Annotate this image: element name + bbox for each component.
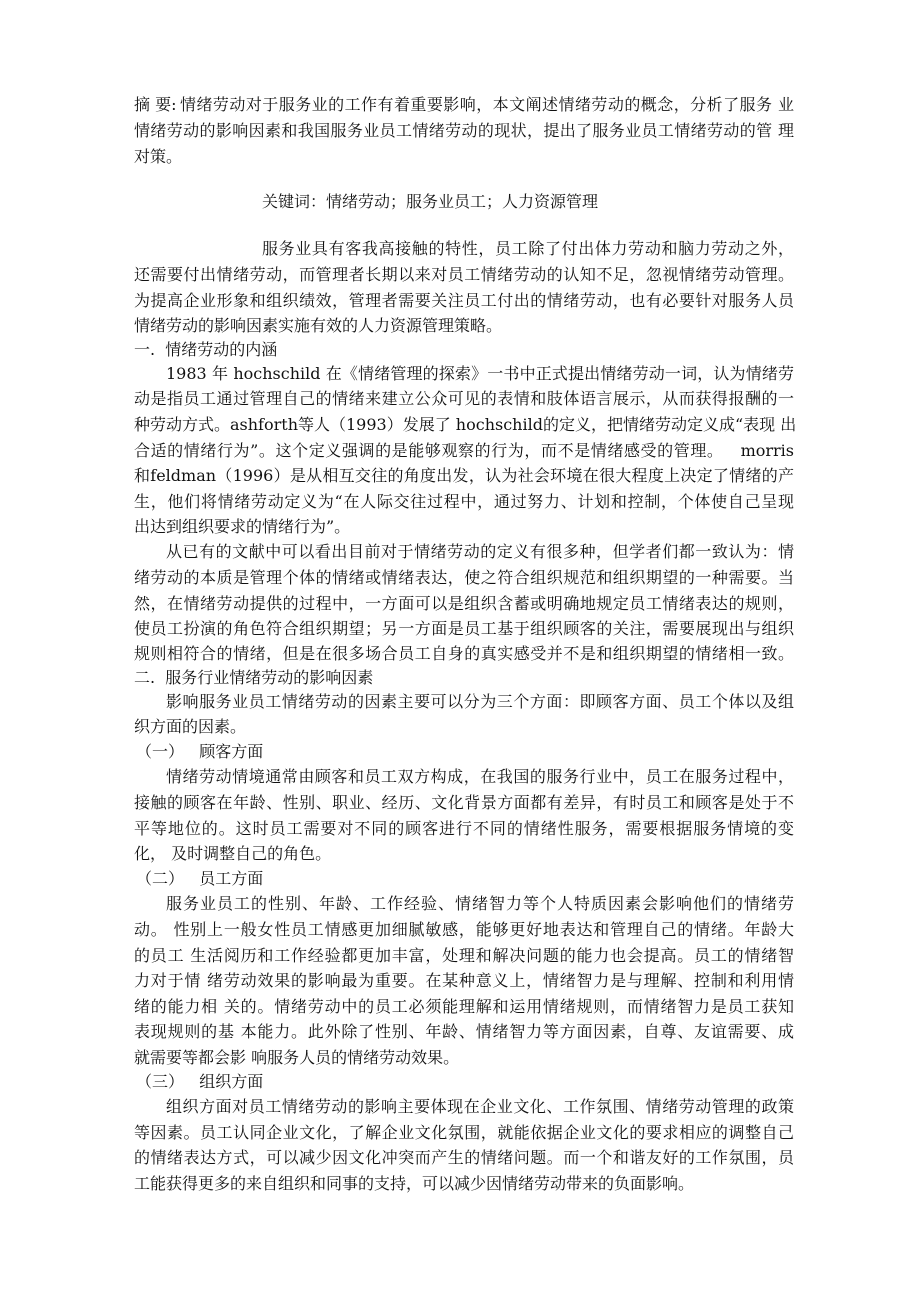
body-line: 等因素。员工认同企业文化，了解企业文化氛围，就能依据企业文化的要求相应的调整自己 xyxy=(134,1123,794,1142)
body-line: 织方面的因素。 xyxy=(134,717,247,736)
body-line: 就需要等都会影 响服务人员的情绪劳动效果。 xyxy=(134,1048,460,1067)
abstract-line: 情绪劳动对于服务业的工作有着重要影响，本文阐述情绪劳动的概念，分析了服务 业 xyxy=(180,95,794,114)
intro-line: 还需要付出情绪劳动，而管理者长期以来对员工情绪劳动的认知不足，忽视情绪劳动管理。 xyxy=(134,265,794,284)
subsection-heading: （三） 组织方面 xyxy=(136,1072,264,1091)
abstract-line: 对策。 xyxy=(134,147,183,166)
body-line: 从已有的文献中可以看出目前对于情绪劳动的定义有很多种，但学者们都一致认为：情 xyxy=(166,542,794,561)
body-line: 生，他们将情绪劳动定义为“在人际交往过程中，通过努力、计划和控制，个体使自己呈现 xyxy=(134,492,794,511)
subsection-heading: （二） 员工方面 xyxy=(136,869,264,888)
section-heading: 一. 情绪劳动的内涵 xyxy=(134,340,278,359)
body-line: 使员工扮演的角色符合组织期望；另一方面是员工基于组织顾客的关注，需要展现出与组织 xyxy=(134,619,794,638)
intro-line: 服务业具有客我高接触的特性，员工除了付出体力劳动和脑力劳动之外， xyxy=(262,239,794,258)
body-line: 情绪劳动情境通常由顾客和员工双方构成，在我国的服务行业中，员工在服务过程中， xyxy=(166,767,794,786)
body-line: 和feldman（1996）是从相互交往的角度出发，认为社会环境在很大程度上决定了情绪的产 xyxy=(134,466,794,485)
intro-line: 为提高企业形象和组织绩效，管理者需要关注员工付出的情绪劳动，也有必要针对服务人员 xyxy=(134,291,794,310)
body-line: 动是指员工通过管理自己的情绪来建立公众可见的表情和肢体语言展示，从而获得报酬的一 xyxy=(134,389,794,408)
subsection-heading: （一） 顾客方面 xyxy=(136,742,264,761)
body-line: 然，在情绪劳动提供的过程中，一方面可以是组织含蓄或明确地规定员工情绪表达的规则， xyxy=(134,594,794,613)
body-line: 合适的情绪行为”。这个定义强调的是能够观察的行为，而不是情绪感受的管理。 morris xyxy=(134,441,794,460)
body-line: 动。 性别上一般女性员工情感更加细腻敏感，能够更好地表达和管理自己的情绪。年龄大 xyxy=(134,920,794,939)
body-line: 化， 及时调整自己的角色。 xyxy=(134,844,332,863)
body-line: 规则相符合的情绪，但是在很多场合员工自身的真实感受并不是和组织期望的情绪相一致。 xyxy=(134,644,794,663)
body-line: 绪的能力相 关的。情绪劳动中的员工必须能理解和运用情绪规则，而情绪智力是员工获知 xyxy=(134,997,794,1016)
section-heading: 二. 服务行业情绪劳动的影响因素 xyxy=(134,668,374,687)
abstract-line: 情绪劳动的影响因素和我国服务业员工情绪劳动的现状，提出了服务业员工情绪劳动的管 理 xyxy=(134,121,794,140)
intro-line: 情绪劳动的影响因素实施有效的人力资源管理策略。 xyxy=(134,316,503,335)
body-line: 表现规则的基 本能力。此外除了性别、年龄、情绪智力等方面因素，自尊、友谊需要、成 xyxy=(134,1022,794,1041)
body-line: 工能获得更多的来自组织和同事的支持，可以减少因情绪劳动带来的负面影响。 xyxy=(134,1174,695,1193)
body-line: 接触的顾客在年龄、性别、职业、经历、文化背景方面都有差异，有时员工和顾客是处于不 xyxy=(134,793,794,812)
body-line: 出达到组织要求的情绪行为”。 xyxy=(134,517,351,536)
body-line: 影响服务业员工情绪劳动的因素主要可以分为三个方面：即顾客方面、员工个体以及组 xyxy=(166,692,794,711)
body-line: 平等地位的。这时员工需要对不同的顾客进行不同的情绪性服务，需要根据服务情境的变 xyxy=(134,819,794,838)
body-line: 绪劳动的本质是管理个体的情绪或情绪表达，使之符合组织规范和组织期望的一种需要。当 xyxy=(134,568,794,587)
body-line: 服务业员工的性别、年龄、工作经验、情绪智力等个人特质因素会影响他们的情绪劳 xyxy=(166,894,794,913)
keywords: 关键词：情绪劳动；服务业员工；人力资源管理 xyxy=(262,192,599,211)
body-line: 的情绪表达方式，可以减少因文化冲突而产生的情绪问题。而一个和谐友好的工作氛围，员 xyxy=(134,1148,794,1167)
body-line: 的员工 生活阅历和工作经验都更加丰富，处理和解决问题的能力也会提高。员工的情绪智 xyxy=(134,946,794,965)
body-line: 力对于情 绪劳动效果的影响最为重要。在某种意义上，情绪智力是与理解、控制和利用情 xyxy=(134,971,794,990)
body-line: 组织方面对员工情绪劳动的影响主要体现在企业文化、工作氛围、情绪劳动管理的政策 xyxy=(166,1097,794,1116)
body-line: 种劳动方式。ashforth等人（1993）发展了 hochschild的定义，把情绪劳动定义成“表现 出 xyxy=(134,415,797,434)
body-line: 1983 年 hochschild 在《情绪管理的探索》一书中正式提出情绪劳动一词，认为情绪劳 xyxy=(166,364,794,383)
abstract-label: 摘 要: xyxy=(134,95,177,114)
